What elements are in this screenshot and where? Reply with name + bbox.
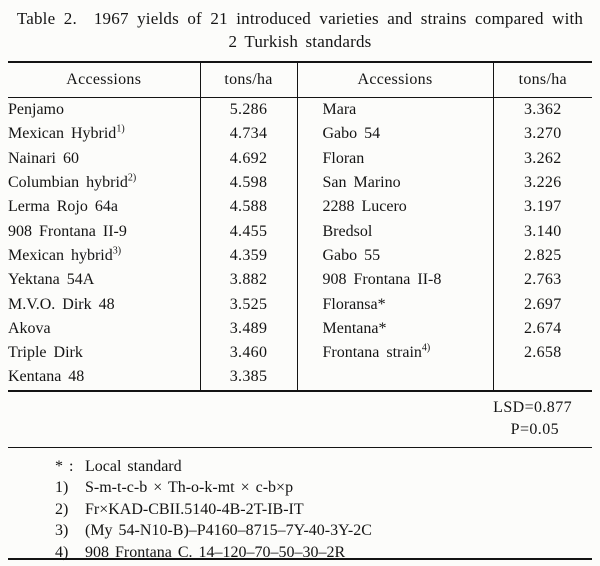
accession-name: Mara xyxy=(297,98,493,123)
table-caption-line1: Table 2. 1967 yields of 21 introduced varieties and strains compared with xyxy=(16,9,584,28)
accession-name: Mentana* xyxy=(297,317,493,341)
yield-value: 3.140 xyxy=(524,222,562,240)
yield-value: 4.359 xyxy=(200,244,297,268)
footnote-marker: 2) xyxy=(55,500,69,518)
table-row xyxy=(8,171,592,195)
footnote-ref: 2) xyxy=(127,172,137,184)
yield-value: 4.692 xyxy=(200,147,297,171)
table-caption-line2: 2 Turkish standards xyxy=(228,32,372,51)
accession-name xyxy=(297,365,493,390)
yield-value: 2.697 xyxy=(524,295,562,313)
yield-value: 4.734 xyxy=(200,122,297,146)
col-header-tonsha-right: tons/ha xyxy=(493,62,592,98)
accession-name: Yektana 54A xyxy=(8,268,200,292)
yield-value: 4.598 xyxy=(200,171,297,195)
accession-name: Gabo 55 xyxy=(297,244,493,268)
accession-name: Lerma Rojo 64a xyxy=(8,195,200,219)
footnote xyxy=(55,499,600,521)
accession-name: Bredsol xyxy=(297,219,493,243)
footnote xyxy=(55,477,600,499)
table-row xyxy=(8,98,592,123)
stats-block xyxy=(0,392,600,441)
bottom-rule xyxy=(8,558,592,560)
yield-value: 2.674 xyxy=(524,319,562,337)
header-row xyxy=(8,62,592,98)
yield-value: 4.588 xyxy=(200,195,297,219)
yield-value: 3.197 xyxy=(524,198,562,216)
accession-name: Penjamo xyxy=(8,98,200,123)
table-row xyxy=(8,244,592,268)
footnote-marker: 3) xyxy=(55,522,69,540)
accession-name: Columbian hybrid$^{2)}$ xyxy=(8,171,200,195)
p-value: P=0.05 xyxy=(510,420,559,438)
yield-value: 2.763 xyxy=(524,271,562,289)
table-row xyxy=(8,195,592,219)
accession-name: Kentana 48 xyxy=(8,365,200,390)
accession-name: M.V.O. Dirk 48 xyxy=(8,292,200,316)
footnote-ref: 1) xyxy=(116,124,125,136)
yield-value: 5.286 xyxy=(200,98,297,123)
table-body xyxy=(8,98,592,391)
yield-value: 3.385 xyxy=(200,365,297,390)
yield-value: 4.455 xyxy=(200,219,297,243)
yield-value: 3.460 xyxy=(200,341,297,365)
accession-name: Nainari 60 xyxy=(8,147,200,171)
col-header-accessions-right: Accessions xyxy=(297,62,493,98)
footnote-marker: 1) xyxy=(55,479,69,497)
footnote-text: S-m-t-c-b × Th-o-k-mt × c-b×p xyxy=(85,479,294,497)
table-row xyxy=(8,292,592,316)
yield-value: 2.658 xyxy=(524,344,562,362)
accession-name: Triple Dirk xyxy=(8,341,200,365)
yield-value: 3.882 xyxy=(200,268,297,292)
footnote-text: (My 54-N10-B)–P4160–8715–7Y-40-3Y-2C xyxy=(85,522,372,540)
accession-name: Frontana strain$^{4)}$ xyxy=(297,341,493,365)
yield-value: 2.825 xyxy=(524,246,562,264)
footnotes-block xyxy=(0,448,600,564)
yield-table xyxy=(8,61,592,392)
table-row xyxy=(8,122,592,146)
footnote xyxy=(55,542,600,564)
accession-name: San Marino xyxy=(297,171,493,195)
lsd-value: LSD=0.877 xyxy=(493,398,572,416)
footnote-text: Local standard xyxy=(85,457,182,475)
accession-name: Floransa* xyxy=(297,292,493,316)
table-row xyxy=(8,317,592,341)
accession-name: Mexican Hybrid$^{1)}$ xyxy=(8,122,200,146)
accession-name: 908 Frontana II-9 xyxy=(8,219,200,243)
table-row xyxy=(8,268,592,292)
footnote xyxy=(55,456,600,478)
table-caption xyxy=(0,0,600,53)
table-row xyxy=(8,219,592,243)
footnote xyxy=(55,520,600,542)
yield-value xyxy=(493,365,592,390)
footnote-marker: * : xyxy=(55,457,74,475)
accession-name: Floran xyxy=(297,147,493,171)
table-row xyxy=(8,365,592,390)
footnote-marker: 4) xyxy=(55,543,69,561)
accession-name: Akova xyxy=(8,317,200,341)
col-header-accessions-left: Accessions xyxy=(8,62,200,98)
yield-value: 3.362 xyxy=(524,101,562,119)
accession-name: 908 Frontana II-8 xyxy=(297,268,493,292)
yield-value: 3.270 xyxy=(524,125,562,143)
col-header-tonsha-left: tons/ha xyxy=(200,62,297,98)
footnote-text: Fr×KAD-CBII.5140-4B-2T-IB-IT xyxy=(85,500,304,518)
yield-value: 3.226 xyxy=(524,174,562,192)
footnote-ref: 3) xyxy=(112,245,122,257)
yield-value: 3.262 xyxy=(524,149,562,167)
accession-name: Gabo 54 xyxy=(297,122,493,146)
accession-name: Mexican hybrid$^{3)}$ xyxy=(8,244,200,268)
accession-name: 2288 Lucero xyxy=(297,195,493,219)
yield-value: 3.525 xyxy=(200,292,297,316)
table-row xyxy=(8,341,592,365)
yield-value: 3.489 xyxy=(200,317,297,341)
footnote-text: 908 Frontana C. 14–120–70–50–30–2R xyxy=(85,543,346,561)
table-row xyxy=(8,147,592,171)
footnote-ref: 4) xyxy=(421,342,431,354)
